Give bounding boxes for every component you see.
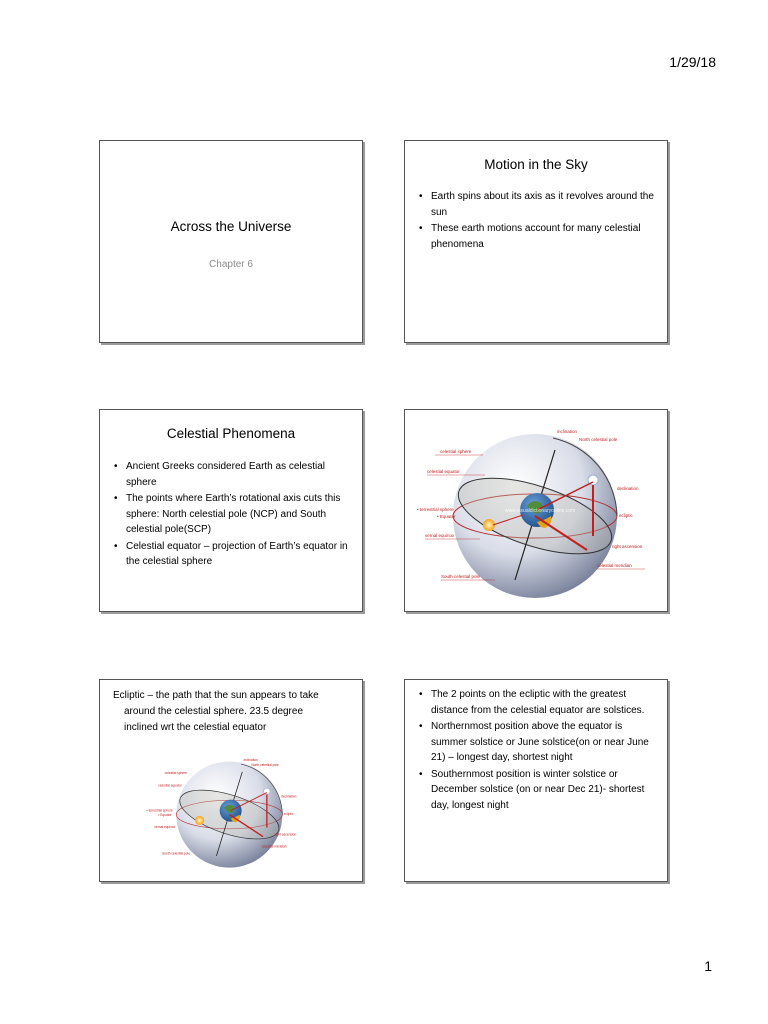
bullet-item: • The 2 points on the ecliptic with the greatest distance from the celestial equator are solstices. [417,687,657,718]
bullet-list [112,459,352,571]
label-declination: declination [617,486,639,491]
bullet-item: • These earth motions account for many celestial phenomena [417,221,657,252]
bullet-item: • Earth spins about its axis as it revolves around the sun [417,189,657,220]
bullet-list [417,189,657,253]
slide-heading: Celestial Phenomena [166,426,296,441]
slide-heading: Motion in the Sky [484,157,588,172]
slide-celestial-phenomena [99,409,363,612]
slide-celestial-sphere-diagram [404,409,668,612]
celestial-sphere-diagram-small [130,746,330,876]
label-inclination: inclination [243,757,258,762]
bullet-item: • Celestial equator – projection of Earth’s equator in the celestial sphere [112,539,352,570]
ecliptic-line-1: Ecliptic – the path that the sun appears to take [113,690,319,701]
label-equator: • Equator [158,812,172,817]
watermark: www.visualdictionaryonline.com [505,508,576,514]
label-celestial-equator: celestial equator [427,469,460,474]
slide-title-text: Across the Universe [170,219,292,234]
label-right-ascension: right ascension [612,544,643,549]
label-terrestrial-sphere: • terrestrial sphere [146,808,173,813]
slide-title [99,140,363,343]
label-celestial-sphere: celestial sphere [440,449,472,454]
bullet-item: • Southernmost position is winter solstice or December solstice (on or near Dec 21)- shortest day, longest night [417,767,657,814]
label-terrestrial-sphere: • terrestrial sphere [417,507,454,512]
date-header: 1/29/18 [669,54,716,70]
celestial-sphere-diagram [405,410,667,611]
label-celestial-sphere: celestial sphere [164,770,188,775]
bullet-item: • Ancient Greeks considered Earth as celestial sphere [112,459,352,490]
label-north-celestial-pole: North celestial pole [579,437,618,442]
label-south-celestial-pole: South celestial pole [441,574,481,579]
label-celestial-meridian: celestial meridian [261,844,287,849]
slide-ecliptic [99,679,363,882]
label-celestial-meridian: celestial meridian [597,563,632,568]
label-vernal-equinox: vernal equinox [425,533,455,538]
page-number: 1 [704,958,712,974]
label-celestial-equator: celestial equator [158,783,182,788]
label-right-ascension: right ascension [274,832,297,837]
label-inclination: inclination [557,429,578,434]
ecliptic-text [113,688,352,736]
slide-motion-in-the-sky [404,140,668,343]
sun-icon [195,816,204,825]
label-ecliptic: ecliptic [283,812,294,817]
bullet-item: • The points where Earth’s rotational axis cuts this sphere: North celestial pole (NCP) and South celestial pole(SCP) [112,491,352,538]
label-declination: declination [281,794,297,799]
label-vernal-equinox: vernal equinox [154,825,176,830]
ecliptic-line-2: around the celestial sphere. 23.5 degree [124,706,304,717]
ecliptic-line-3: inclined wrt the celestial equator [124,722,267,733]
label-equator: • Equator [437,514,456,519]
slide-solstices [404,679,668,882]
slide-subtitle: Chapter 6 [209,259,253,270]
bullet-list [417,687,657,814]
label-north-celestial-pole: North celestial pole [251,763,279,768]
bullet-item: • Northernmost position above the equator is summer solstice or June solstice(on or near June 21) – longest day, shortest night [417,719,657,766]
label-ecliptic: ecliptic [619,513,633,518]
label-south-celestial-pole: South celestial pole [162,851,191,856]
